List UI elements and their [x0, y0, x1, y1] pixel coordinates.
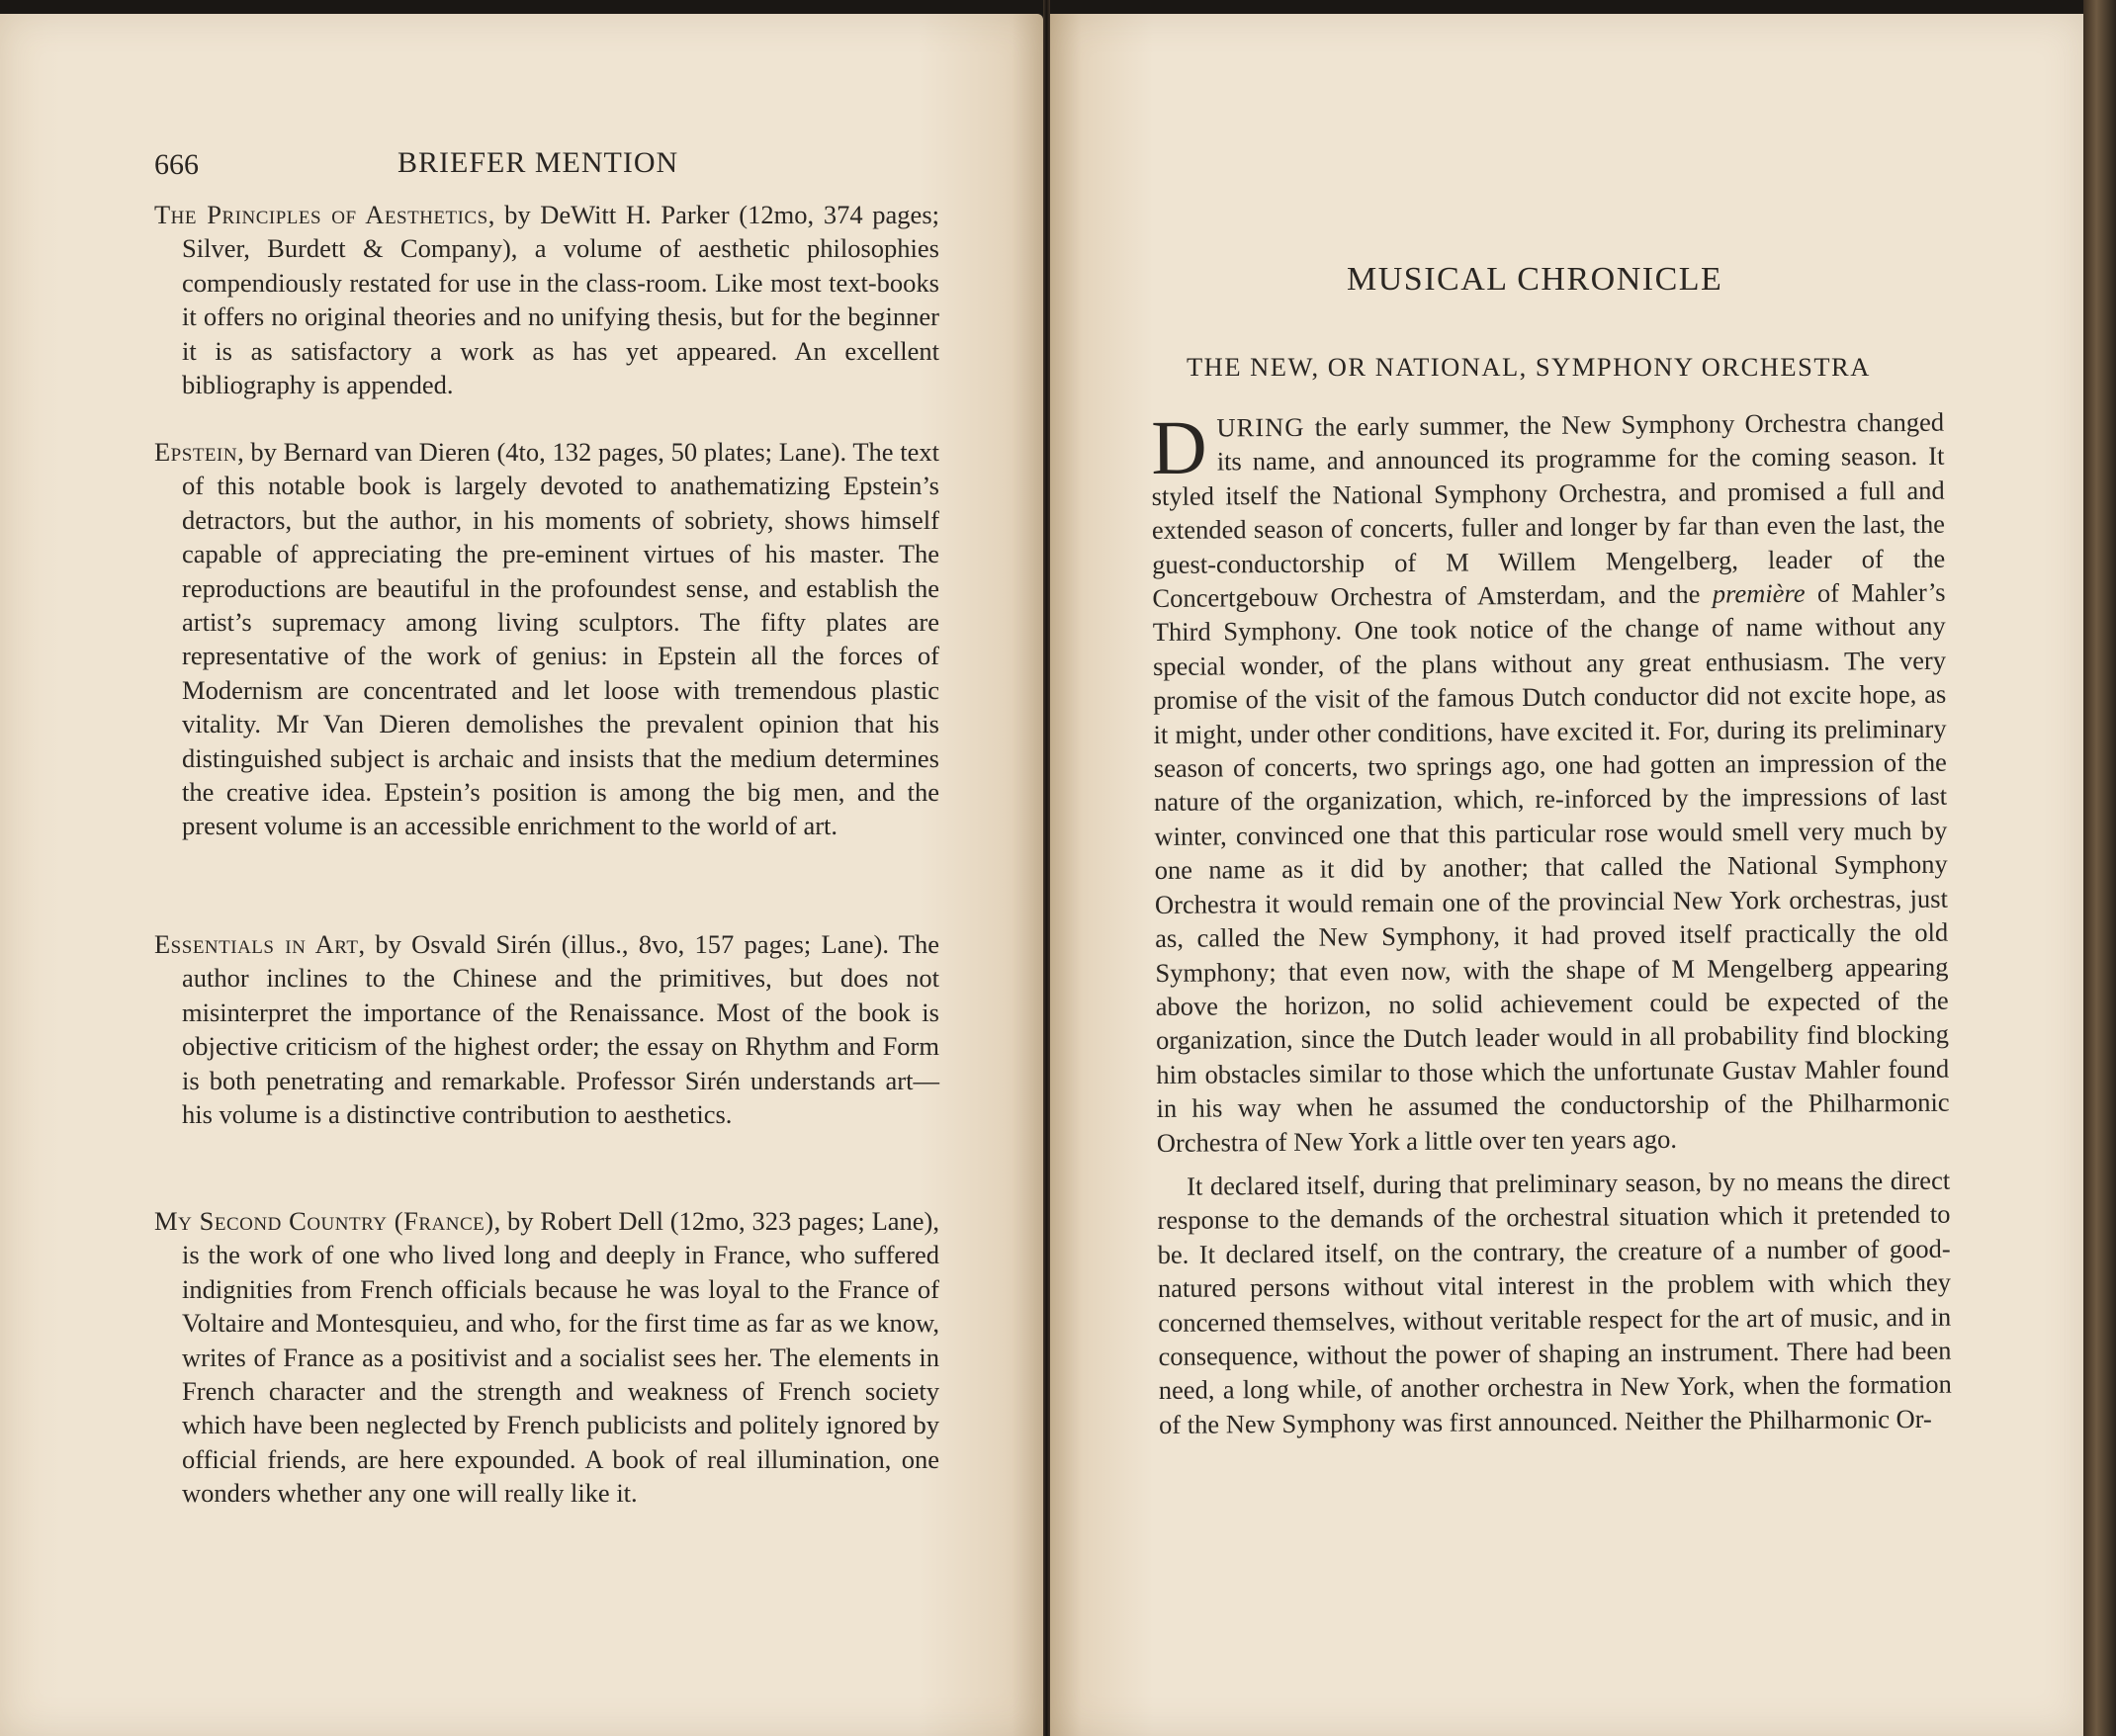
book-edge — [2083, 0, 2116, 1736]
entry-text: , by Bernard van Dieren (4to, 132 pages, 50 plates; Lane). The text of this notable book is largely devoted to anathematizing Epstein’s detractors, but the author, in his moments of sobriety, shows himself capable of appreciating the pre-eminent virtues of his master. The reproductions are beautiful in the profoundest sense, and establish the artist’s supremacy among living sculptors. The fifty plates are representative of the work of genius: in Epstein all the forces of Modernism are concentrated and let loose with tremendous plastic vitality. Mr Van Dieren demolishes the prevalent opinion that his distinguished subject is archaic and insists that the medium determines the creative idea. Epstein’s position is among the big men, and the present volume is an accessible enrichment to the world of art. — [182, 437, 939, 841]
entry-principles-of-aesthetics — [154, 198, 939, 401]
left-page-header — [154, 138, 939, 188]
italic-word: première — [1712, 577, 1806, 609]
entry-title: Essentials in Art — [154, 929, 359, 959]
paragraph-text: the early summer, the New Symphony Orchestra changed its name, and announced its programme for the coming season. It styled itself the National Symphony Orchestra, and promised a full and extended season of concerts, fuller and longer by far than even the last, the guest-conductorship of M Willem Mengelberg, leader of the Concertgebouw Orchestra of Amsterdam, and the — [1151, 406, 1946, 614]
drop-cap: D — [1150, 403, 1207, 490]
entry-text: , by DeWitt H. Parker (12mo, 374 pages; Silver, Burdett & Company), a volume of aesthetic philosophies compendiously restated for use in the class-room. Like most text-books it offers no original theories and no unifying thesis, but for the beginner it is as satisfactory a work as has yet appeared. An excellent bibliography is appended. — [182, 200, 939, 400]
article-title: THE NEW, OR NATIONAL, SYMPHONY ORCHESTRA — [1187, 352, 1871, 382]
section-title: MUSICAL CHRONICLE — [1347, 261, 1723, 298]
entry-title: Epstein — [154, 437, 238, 467]
paragraph-1 — [1151, 405, 1950, 1160]
entry-epstein — [154, 435, 939, 843]
entry-my-second-country — [154, 1204, 939, 1511]
paragraph-text: of Mahler’s Third Symphony. One took notice of the change of name without any special wonder, of the plans without any great enthusiasm. The very promise of the visit of the famous Dutch conductor did not excite hope, as it might, under other conditions, have excited it. For, during its preliminary season of concerts, two springs ago, one had gotten an impression of the nature of the organization, which, re-inforced by the impressions of last winter, convinced one that this particular rose would smell very much by one name as it did by another; that called the National Symphony Orchestra it would remain one of the provincial New York orchestras, just as, called the New Symphony, it had proved itself practically the old Symphony; that even now, with the shape of M Mengelberg appearing above the horizon, no solid achievement could be expected of the organization, since the Dutch leader would in all probability find blocking him obstacles similar to those which the unfortunate Gustav Mahler found in his way when he assumed the conductorship of the Philharmonic Orchestra of New York a little over ten years ago. — [1152, 576, 1950, 1158]
paragraph-2: It declared itself, during that preliminary season, by no means the direct response to the demands of the orchestral situation which it pretended to be. It declared itself, on the contrary, the creature of a number of good-natured persons without vital interest in the problem with which they concerned themselves, without veritable respect for the art of music, and in consequence, without the power of shaping an instrument. There had been need, a long while, of another orchestra in New York, when the formation of the New Symphony was first announced. Neither the Philharmonic Or- — [1157, 1165, 1952, 1439]
entry-essentials-in-art — [154, 927, 939, 1131]
running-title: BRIEFER MENTION — [397, 146, 679, 179]
entry-title: The Principles of Aesthetics — [154, 200, 488, 229]
book-gutter — [1043, 0, 1050, 1736]
entry-title: My Second Country (France) — [154, 1206, 494, 1236]
page-number: 666 — [154, 148, 199, 181]
entry-text: , by Osvald Sirén (illus., 8vo, 157 pages; Lane). The author inclines to the Chinese and the primitives, but does not misinterpret the importance of the Renaissance. Most of the book is objective criticism of the highest order; the essay on Rhythm and Form is both penetrating and remarkable. Professor Sirén understands art—his volume is a distinctive contribution to aesthetics. — [182, 929, 939, 1130]
lead-capitals: URING — [1216, 411, 1305, 443]
article-body — [1151, 405, 1952, 1441]
entry-text: , by Robert Dell (12mo, 323 pages; Lane), is the work of one who lived long and deeply in France, who suffered indignities from French officials because he was loyal to the France of Voltaire and Montesquieu, and who, for the first time as far as we know, writes of France as a positivist and a socialist sees her. The elements in French character and the strength and weakness of French society which have been neglected by French publicists and politely ignored by official friends, are here expounded. A book of real illumination, one wonders whether any one will really like it. — [182, 1206, 939, 1509]
